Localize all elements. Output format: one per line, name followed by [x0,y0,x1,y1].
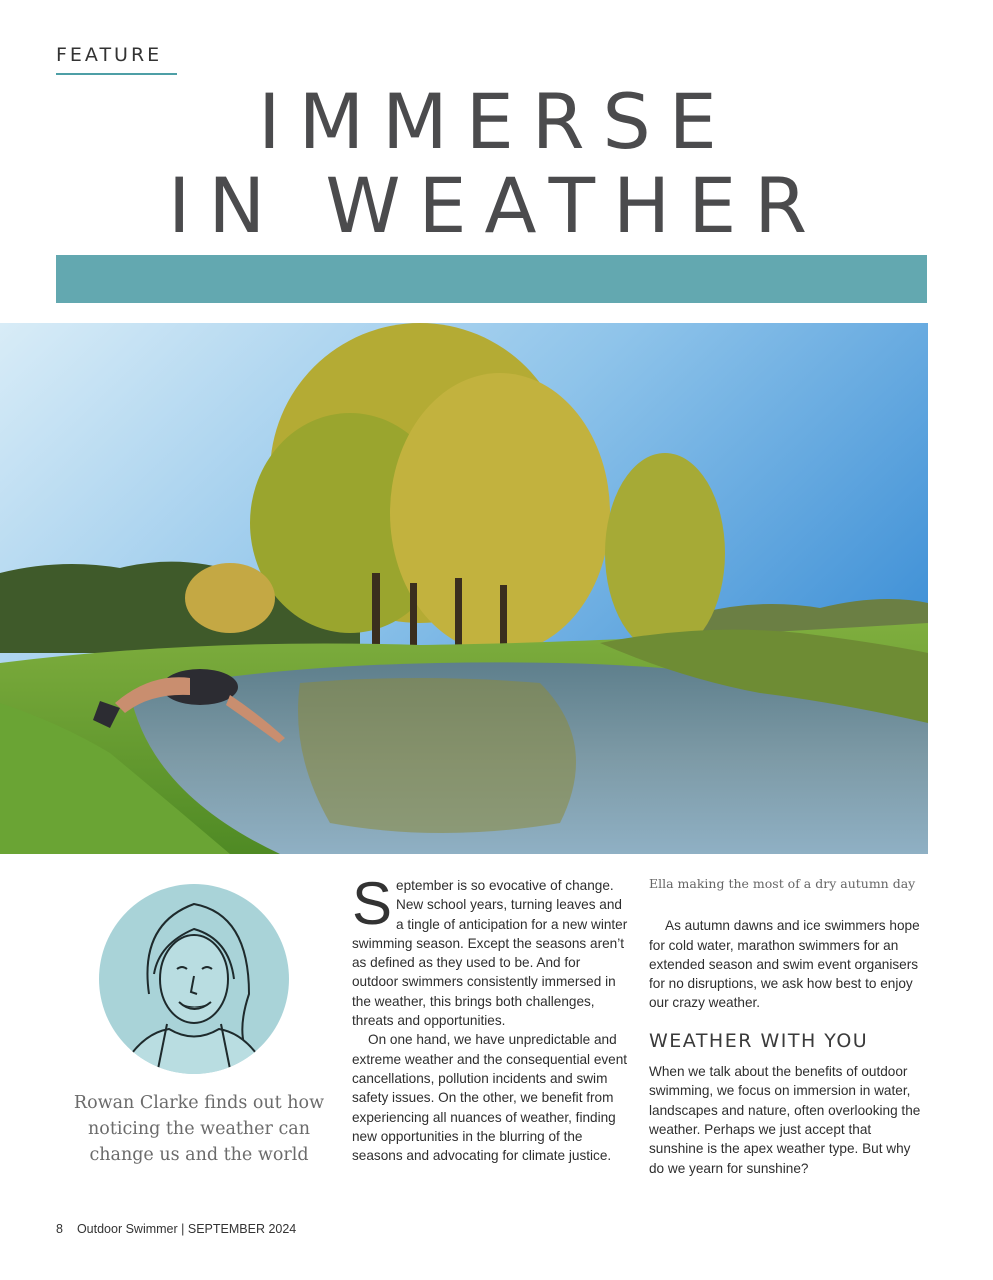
section-label: FEATURE [56,44,163,66]
hero-photo [0,323,928,854]
standfirst: Rowan Clarke finds out how noticing the weather can change us and the world [73,1093,325,1165]
subheading: WEATHER WITH YOU [649,1029,869,1052]
publication-info: Outdoor Swimmer | SEPTEMBER 2024 [76,1222,297,1236]
author-portrait [99,884,289,1074]
section-rule [56,73,177,75]
body-column-2 [649,874,927,1178]
teal-banner [56,255,927,303]
drop-cap: S [352,870,393,937]
paragraph-1-text: eptember is so evocative of change. New school years, turning leaves and a tingle of anticipation for a new winter swimming season. Except the seasons aren’t as defined as they used to be. And for outdoor swimmers consistently immersed in the weather, this brings both challenges, threats and opportunities. [352,878,628,1029]
paragraph-2: On one hand, we have unpredictable and extreme weather and the consequential event cancellations, pollution incidents and swim safety issues. On the other, we benefit from experiencing all nuances of weather, finding new opportunities in the blurring of the seasons and advocating for climate justice. [352,1032,628,1164]
paragraph-3: As autumn dawns and ice swimmers hope for cold water, marathon swimmers for an extended season and swim event organisers for no disruptions, we ask how best to enjoy our crazy weather. [649,918,920,1011]
photo-caption: Ella making the most of a dry autumn day [649,876,916,891]
paragraph-4: When we talk about the benefits of outdoor swimming, we focus on immersion in water, landscapes and nature, often overlooking the weather. Perhaps we just accept that sunshine is the apex weather type. But why do we yearn for sunshine? [649,1064,921,1176]
page-footer [56,1222,296,1236]
paragraph-1 [352,870,630,1030]
headline-line-2: IN WEATHER [167,161,826,250]
headline-line-1: IMMERSE [258,77,735,166]
body-column-1 [352,870,630,1165]
page-number: 8 [56,1222,63,1236]
